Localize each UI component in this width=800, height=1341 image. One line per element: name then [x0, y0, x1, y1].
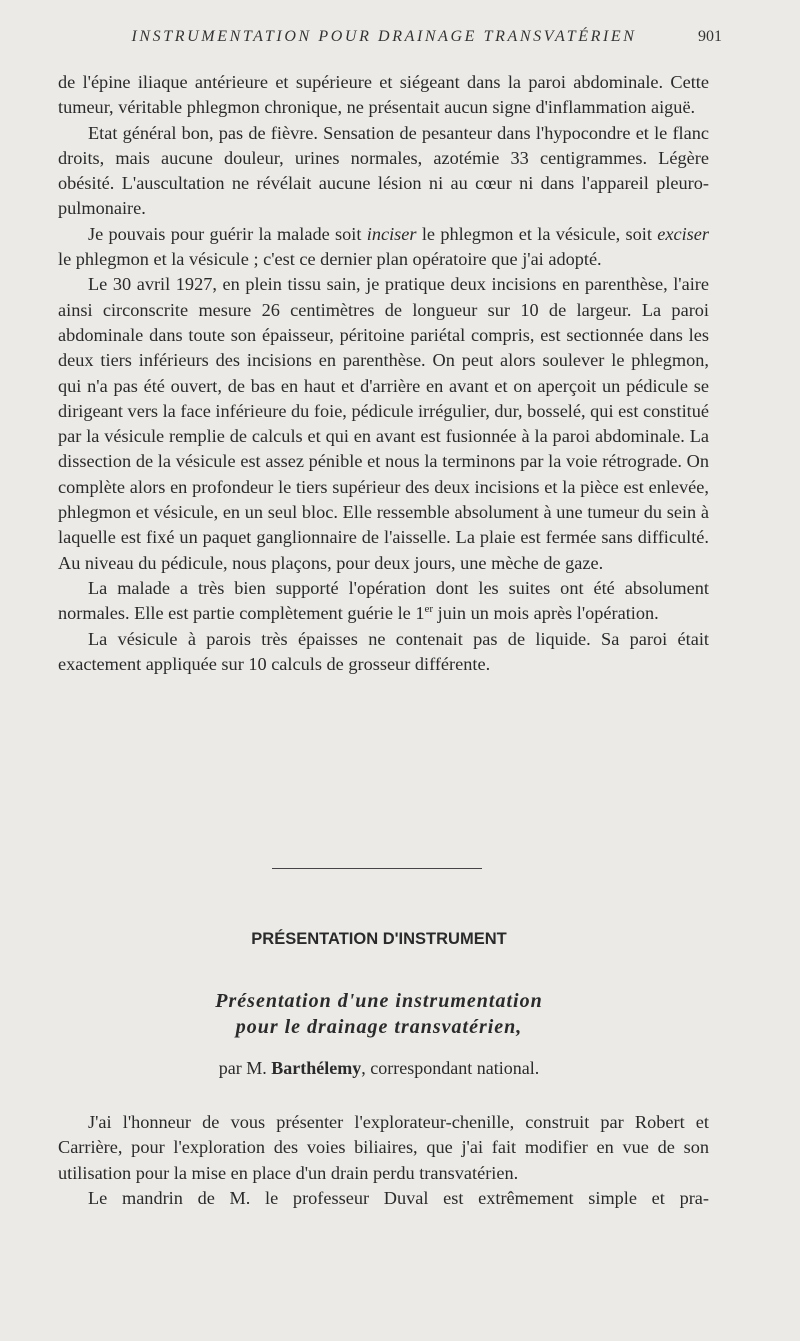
- byline-prefix: par M.: [218, 1058, 267, 1078]
- case-report-text: [58, 70, 709, 677]
- paragraph: [58, 222, 709, 273]
- paragraph: Etat général bon, pas de fièvre. Sensation de pesanteur dans l'hypocondre et le flanc droits, mais aucune douleur, urines normales, azotémie 33 centigrammes. Légère obésité. L'auscultation ne révélait aucune lésion ni au cœur ni dans l'appareil pleuro-pulmonaire.: [58, 122, 709, 219]
- author-name: Barthélemy: [271, 1058, 362, 1078]
- section-divider: [272, 868, 482, 869]
- paragraph: Le 30 avril 1927, en plein tissu sain, je pratique deux incisions en parenthèse, l'aire ainsi circonscrite mesure 26 centimètres de longueur sur 10 de largeur. La paroi abdominale dans toute son épaisseur, péritoine pariétal compris, est sectionnée dans les deux tiers inférieurs des incisions en parenthèse. On peut alors soulever le phlegmon, qui n'a pas été ouvert, de bas en haut et d'arrière en avant et on aperçoit un pédicule se dirigeant vers la face inférieure du foie, pédicule irrégulier, dur, bosselé, qui est constitué par la vésicule remplie de calculs et qui en avant est fusionnée à la paroi abdominale. La dissection de la vésicule est assez pénible et nous la terminons par la voie rétrograde. On complète alors en profondeur le tiers supérieur des deux incisions et la pièce est enlevée, phlegmon et vésicule, en un seul bloc. Elle ressemble absolument à une tumeur du sein à laquelle est fixé un paquet ganglionnaire de l'aisselle. La plaie est fermée sans difficulté. Au niveau du pédicule, nous plaçons, pour deux jours, une mèche de gaze.: [58, 274, 709, 573]
- byline: [0, 1058, 758, 1079]
- paragraph: J'ai l'honneur de vous présenter l'explorateur-chenille, construit par Robert et Carrière, pour l'exploration des voies biliaires, que j'ai fait modifier en vue de son utilisation pour la mise en place d'un drain perdu transvatérien.: [58, 1112, 709, 1183]
- text-run: Je pouvais pour guérir la malade soit: [88, 223, 367, 244]
- paragraph: [58, 576, 709, 627]
- text-run: juin un mois après l'opération.: [433, 603, 659, 624]
- italic-term: inciser: [366, 223, 417, 244]
- byline-suffix: , correspondant national.: [361, 1058, 540, 1078]
- text-run: La malade a très bien supporté l'opération dont les suites ont été absolument normales. Elle est partie complètement guérie le 1: [58, 577, 709, 624]
- paper-title-line: Présentation d'une instrumentation: [215, 990, 543, 1012]
- presentation-text: [58, 1110, 709, 1211]
- paragraph: Le mandrin de M. le professeur Duval est extrêmement simple et pra-: [88, 1187, 709, 1208]
- text-run: le phlegmon et la vésicule, soit: [416, 223, 658, 244]
- running-head: INSTRUMENTATION POUR DRAINAGE TRANSVATÉRIEN: [131, 28, 637, 45]
- paragraph: de l'épine iliaque antérieure et supérieure et siégeant dans la paroi abdominale. Cette tumeur, véritable phlegmon chronique, ne présentait aucun signe d'inflammation aiguë.: [58, 72, 709, 118]
- page-number: 901: [698, 28, 722, 45]
- paper-title-line: pour le drainage transvatérien,: [235, 1016, 523, 1038]
- paper-title: [0, 988, 758, 1040]
- paragraph: La vésicule à parois très épaisses ne contenait pas de liquide. Sa paroi était exactement appliquée sur 10 calculs de grosseur différente.: [58, 628, 709, 674]
- superscript: er: [424, 603, 434, 616]
- italic-term: exciser: [657, 223, 709, 244]
- text-run: le phlegmon et la vésicule ; c'est ce dernier plan opératoire que j'ai adopté.: [58, 249, 602, 270]
- section-heading: PRÉSENTATION D'INSTRUMENT: [251, 930, 507, 948]
